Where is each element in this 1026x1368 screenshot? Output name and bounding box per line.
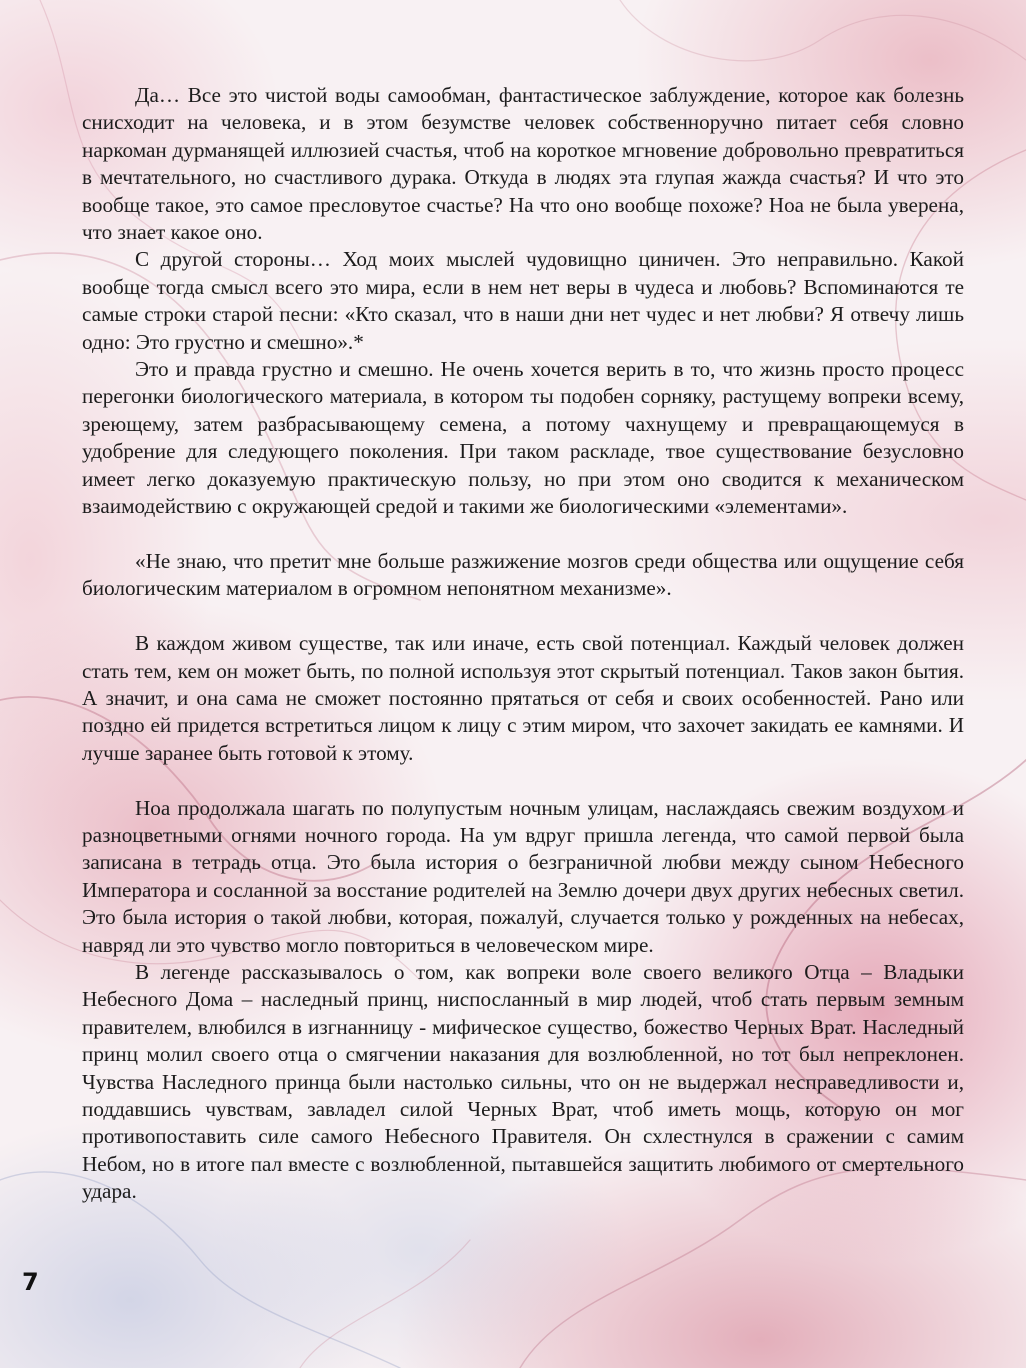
page-text	[82, 82, 964, 1206]
paragraph-6: Ноа продолжала шагать по полупустым ночным улицам, наслаждаясь свежим воздухом и разноцветными огнями ночного города. На ум вдруг пришла легенда, что самой первой была записана в тетрадь отца. Это была история о безграничной любви между сыном Небесного Императора и сосланной за восстание родителей на Землю дочери двух других небесных светил. Это была история о такой любви, которая, пожалуй, случается только у рожденных на небесах, навряд ли это чувство могло повториться в человеческом мире.	[82, 795, 964, 957]
paragraph-2: С другой стороны… Ход моих мыслей чудовищно циничен. Это неправильно. Какой вообще тогда смысл всего это мира, если в нем нет веры в чудеса и любовь? Вспоминаются те самые строки старой песни: «Кто сказал, что в наши дни нет чудес и нет любви? Я отвечу лишь одно: Это грустно и смешно».*	[82, 247, 964, 354]
quote-paragraph: «Не знаю, что претит мне больше разжижение мозгов среди общества или ощущение себя биологическим материалом в огромном непонятном механизме».	[82, 548, 964, 601]
paragraph-1: Да… Все это чистой воды самообман, фантастическое заблуждение, которое как болезнь снисходит на человека, и в этом безумстве человек собственноручно питает себя словно наркоман дурманящей иллюзией счастья, чтоб на короткое мгновение добровольно превратиться в мечтательного, но счастливого дурака. Откуда в людях эта глупая жажда счастья? И что это вообще такое, это самое пресловутое счастье? На что оно вообще похоже? Ноа не была уверена, что знает какое оно.	[82, 83, 964, 245]
paragraph-5: В каждом живом существе, так или иначе, есть свой потенциал. Каждый человек должен стать тем, кем он может быть, по полной используя этот скрытый потенциал. Таков закон бытия. А значит, и она сама не сможет постоянно прятаться от себя и своих особенностей. Рано или поздно ей придется встретиться лицом к лицу с этим миром, что захочет закидать ее камнями. И лучше заранее быть готовой к этому.	[82, 631, 964, 765]
page-number: 7	[22, 1268, 39, 1296]
paragraph-3: Это и правда грустно и смешно. Не очень хочется верить в то, что жизнь просто процесс перегонки биологического материала, в котором ты подобен сорняку, растущему вопреки всему, зреющему, затем разбрасывающему семена, а потому чахнущему и превращающемуся в удобрение для следующего поколения. При таком раскладе, твое существование безусловно имеет легко доказуемую практическую пользу, но при этом оно сводится к механическом взаимодействию с окружающей средой и такими же биологическими «элементами».	[82, 357, 964, 519]
paragraph-7: В легенде рассказывалось о том, как вопреки воле своего великого Отца – Владыки Небесного Дома – наследный принц, ниспосланный в мир людей, чтоб стать первым земным правителем, влюбился в изгнанницу - мифическое существо, божество Черных Врат. Наследный принц молил своего отца о смягчении наказания для возлюбленной, но тот был непреклонен. Чувства Наследного принца были настолько сильны, что он не выдержал несправедливости и, поддавшись чувствам, завладел силой Черных Врат, чтоб иметь мощь, которую он мог противопоставить силе самого Небесного Правителя. Он схлестнулся в сражении с самим Небом, но в итоге пал вместе с возлюбленной, пытавшейся защитить любимого от смертельного удара.	[82, 959, 964, 1204]
